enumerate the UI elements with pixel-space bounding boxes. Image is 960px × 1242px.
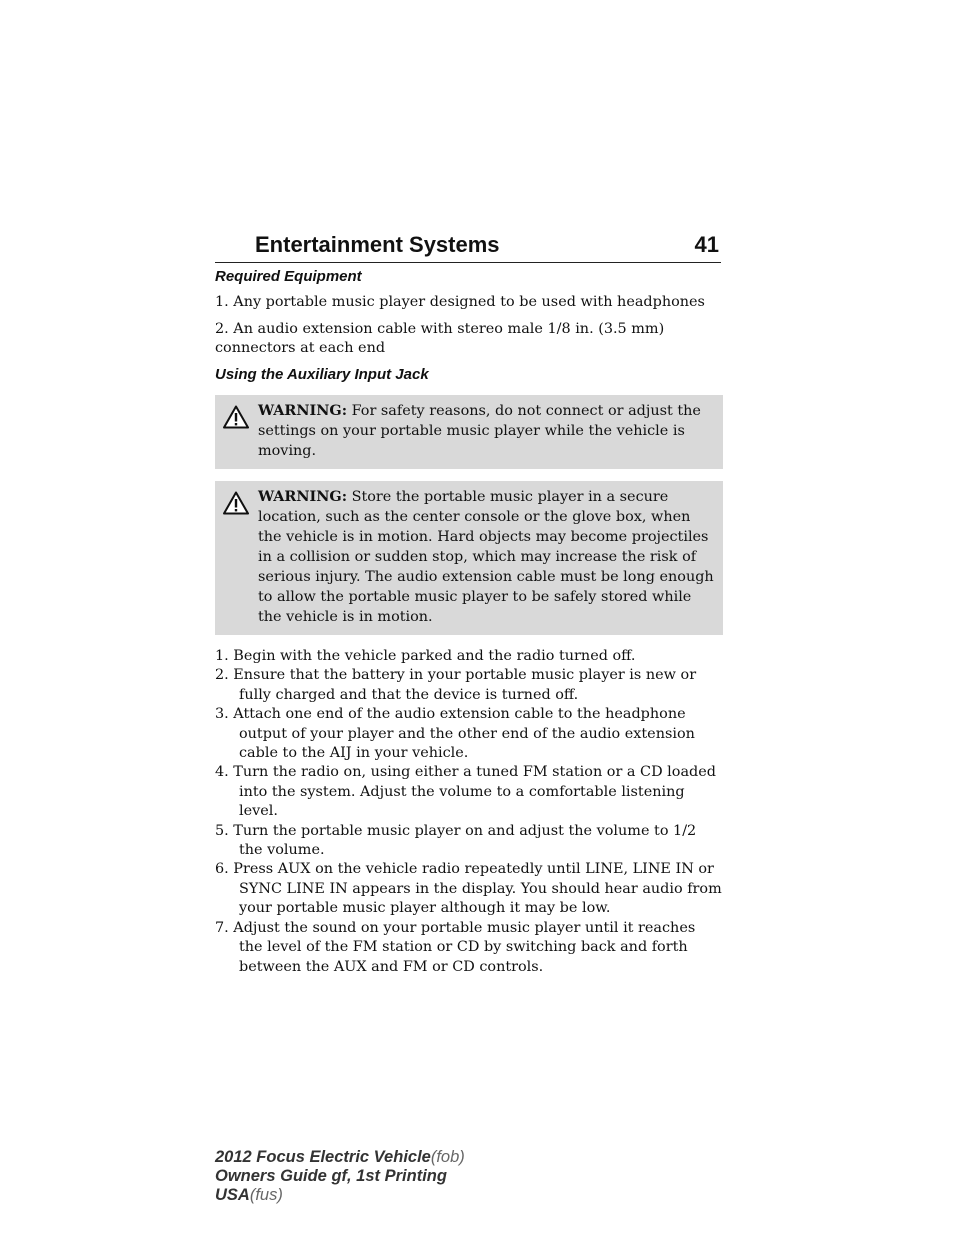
page-content <box>215 268 723 977</box>
footer-vehicle: 2012 Focus Electric Vehicle <box>215 1148 431 1166</box>
footer-market-code: (fus) <box>249 1186 283 1204</box>
equipment-item: 1. Any portable music player designed to be used with headphones <box>215 294 705 310</box>
footer-vehicle-code: (fob) <box>430 1148 465 1166</box>
warning-text: For safety reasons, do not connect or adjust the settings on your portable music player while the vehicle is moving. <box>258 403 701 459</box>
document-footer <box>215 1148 465 1205</box>
section-title: Entertainment Systems <box>255 232 500 257</box>
step-item: 2. Ensure that the battery in your portable music player is new or fully charged and that the device is turned off. <box>215 667 697 703</box>
warning-triangle-icon <box>223 405 249 429</box>
footer-printing: Owners Guide gf, 1st Printing <box>215 1167 447 1185</box>
warning-label: WARNING: <box>258 402 348 419</box>
warning-box <box>215 481 723 635</box>
subheading-required-equipment: Required Equipment <box>215 268 362 285</box>
warning-label: WARNING: <box>258 488 348 505</box>
page-number: 41 <box>694 232 719 257</box>
warning-text: Store the portable music player in a secure location, such as the center console or the glove box, when the vehicle is in motion. Hard objects may become projectiles in a collision or sudden stop, which may increase the risk of serious injury. The audio extension cable must be long enough to allow the portable music player to be safely stored while the vehicle is in motion. <box>258 489 714 625</box>
page-header <box>215 228 721 263</box>
step-item: 4. Turn the radio on, using either a tuned FM station or a CD loaded into the system. Adjust the volume to a comfortable listening level. <box>215 764 716 820</box>
equipment-item: 2. An audio extension cable with stereo male 1/8 in. (3.5 mm) connectors at each end <box>215 321 665 356</box>
footer-market: USA <box>215 1186 250 1204</box>
subheading-auxiliary-input-jack: Using the Auxiliary Input Jack <box>215 366 429 383</box>
step-item: 3. Attach one end of the audio extension cable to the headphone output of your player and the other end of the audio extension cable to the AIJ in your vehicle. <box>215 706 695 762</box>
step-item: 7. Adjust the sound on your portable music player until it reaches the level of the FM station or CD by switching back and forth between the AUX and FM or CD controls. <box>215 919 696 975</box>
step-item: 1. Begin with the vehicle parked and the radio turned off. <box>215 648 636 664</box>
warning-triangle-icon <box>223 491 249 515</box>
warning-box <box>215 395 723 469</box>
step-item: 6. Press AUX on the vehicle radio repeatedly until LINE, LINE IN or SYNC LINE IN appears in the display. You should hear audio from your portable music player although it may be low. <box>215 861 722 917</box>
instruction-steps <box>215 647 723 977</box>
step-item: 5. Turn the portable music player on and adjust the volume to 1/2 the volume. <box>215 822 697 859</box>
